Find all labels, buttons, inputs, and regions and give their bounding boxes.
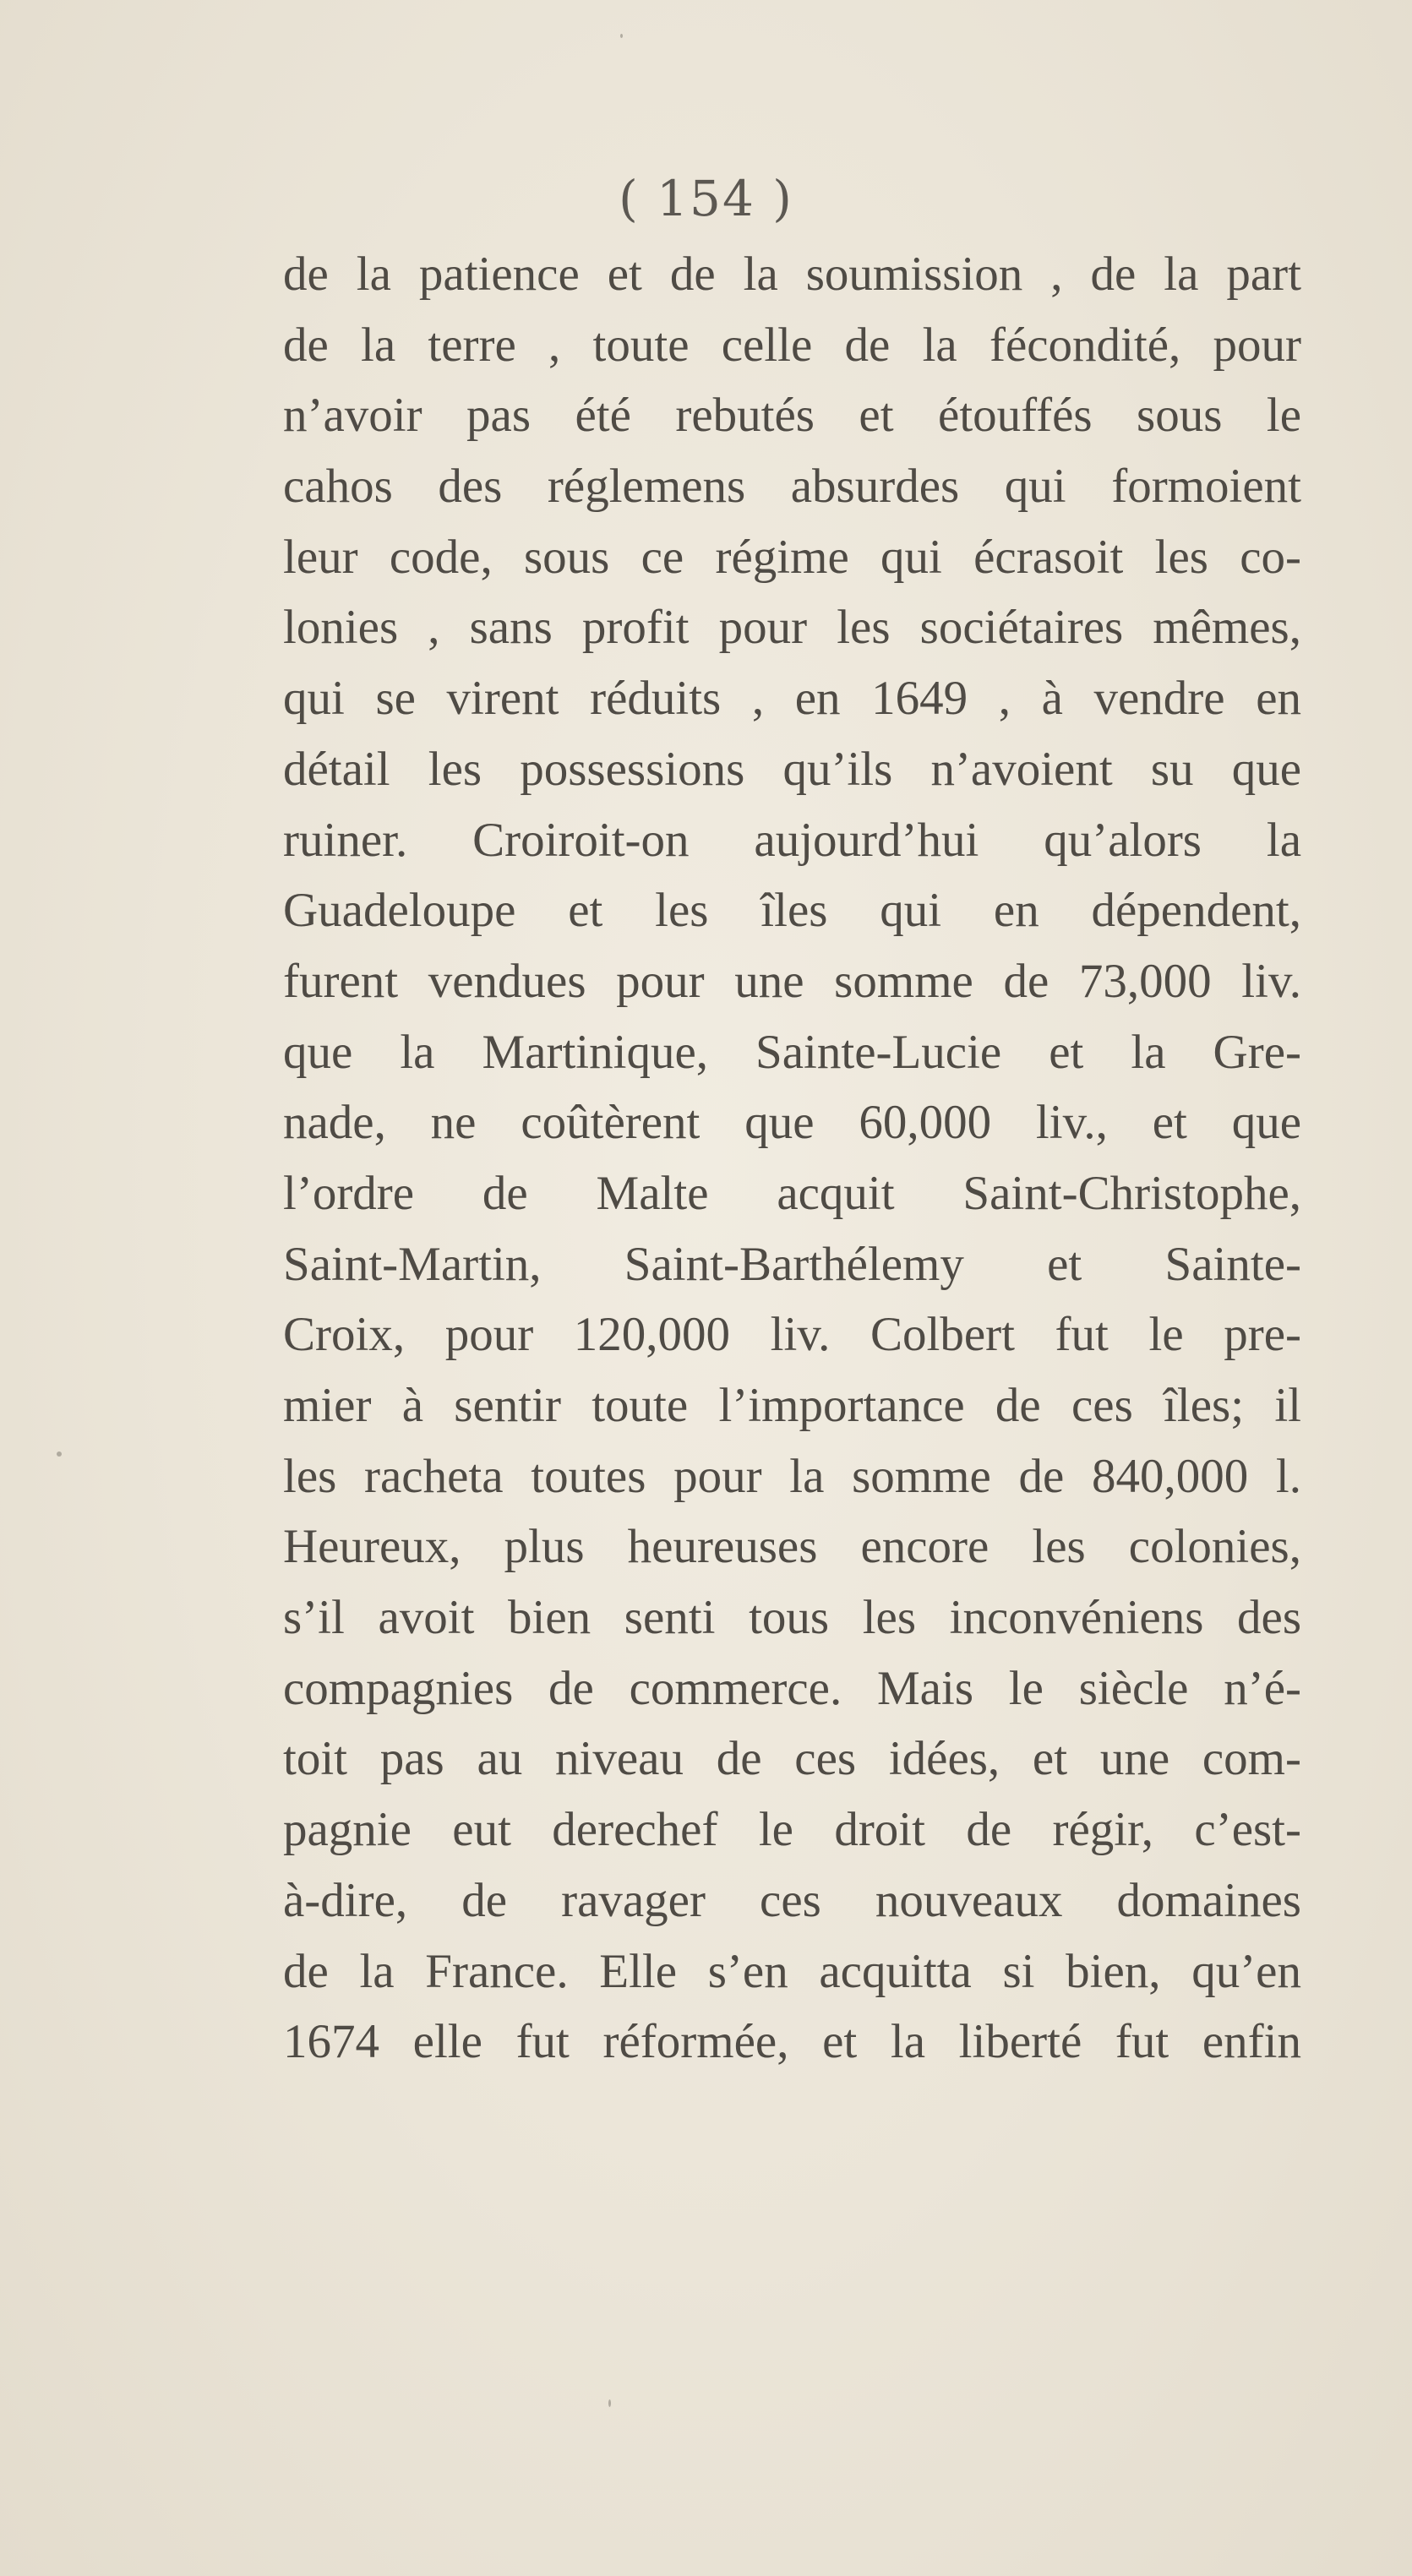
text-line: mier à sentir toute l’importance de ces îles; il bbox=[283, 1379, 1301, 1432]
text-line: lonies , sans profit pour les sociétaires mêmes, bbox=[283, 601, 1301, 655]
text-line: de la patience et de la soumission , de la part bbox=[283, 248, 1301, 301]
text-line: de la France. Elle s’en acquitta si bien, qu’en bbox=[283, 1944, 1301, 1998]
paper-speck bbox=[57, 1451, 62, 1457]
text-line: que la Martinique, Sainte-Lucie et la Gre- bbox=[283, 1025, 1301, 1079]
text-line: 1674 elle fut réformée, et la liberté fut enfin bbox=[283, 2015, 1301, 2069]
text-line: Croix, pour 120,000 liv. Colbert fut le pre- bbox=[283, 1308, 1301, 1362]
text-line: ruiner. Croiroit-on aujourd’hui qu’alors la bbox=[283, 813, 1301, 867]
text-line: Guadeloupe et les îles qui en dépendent, bbox=[283, 884, 1301, 938]
text-line: pagnie eut derechef le droit de régir, c’est- bbox=[283, 1803, 1301, 1857]
text-line: leur code, sous ce régime qui écrasoit les co- bbox=[283, 530, 1301, 584]
page-number: ( 154 ) bbox=[619, 170, 793, 227]
text-line: qui se virent réduits , en 1649 , à vendre en bbox=[283, 672, 1301, 726]
text-line: toit pas au niveau de ces idées, et une com- bbox=[283, 1732, 1301, 1786]
body-text bbox=[283, 239, 1301, 2078]
text-line: Saint-Martin, Saint-Barthélemy et Sainte- bbox=[283, 1237, 1301, 1291]
paper-speck bbox=[608, 2399, 611, 2407]
paper-speck bbox=[620, 34, 623, 38]
text-line: Heureux, plus heureuses encore les colonies, bbox=[283, 1520, 1301, 1574]
text-line: furent vendues pour une somme de 73,000 liv. bbox=[283, 954, 1301, 1008]
text-line: cahos des réglemens absurdes qui formoient bbox=[283, 460, 1301, 514]
text-line: l’ordre de Malte acquit Saint-Christophe, bbox=[283, 1166, 1301, 1220]
text-line: nade, ne coûtèrent que 60,000 liv., et que bbox=[283, 1096, 1301, 1150]
text-line: à-dire, de ravager ces nouveaux domaines bbox=[283, 1873, 1301, 1927]
text-line: s’il avoit bien senti tous les inconvéniens des bbox=[283, 1591, 1301, 1645]
text-line: compagnies de commerce. Mais le siècle n’é- bbox=[283, 1661, 1301, 1715]
text-line: détail les possessions qu’ils n’avoient su que bbox=[283, 742, 1301, 796]
text-line: les racheta toutes pour la somme de 840,000 l. bbox=[283, 1449, 1301, 1503]
text-line: n’avoir pas été rebutés et étouffés sous le bbox=[283, 389, 1301, 443]
text-line: de la terre , toute celle de la fécondité, pour bbox=[283, 318, 1301, 372]
